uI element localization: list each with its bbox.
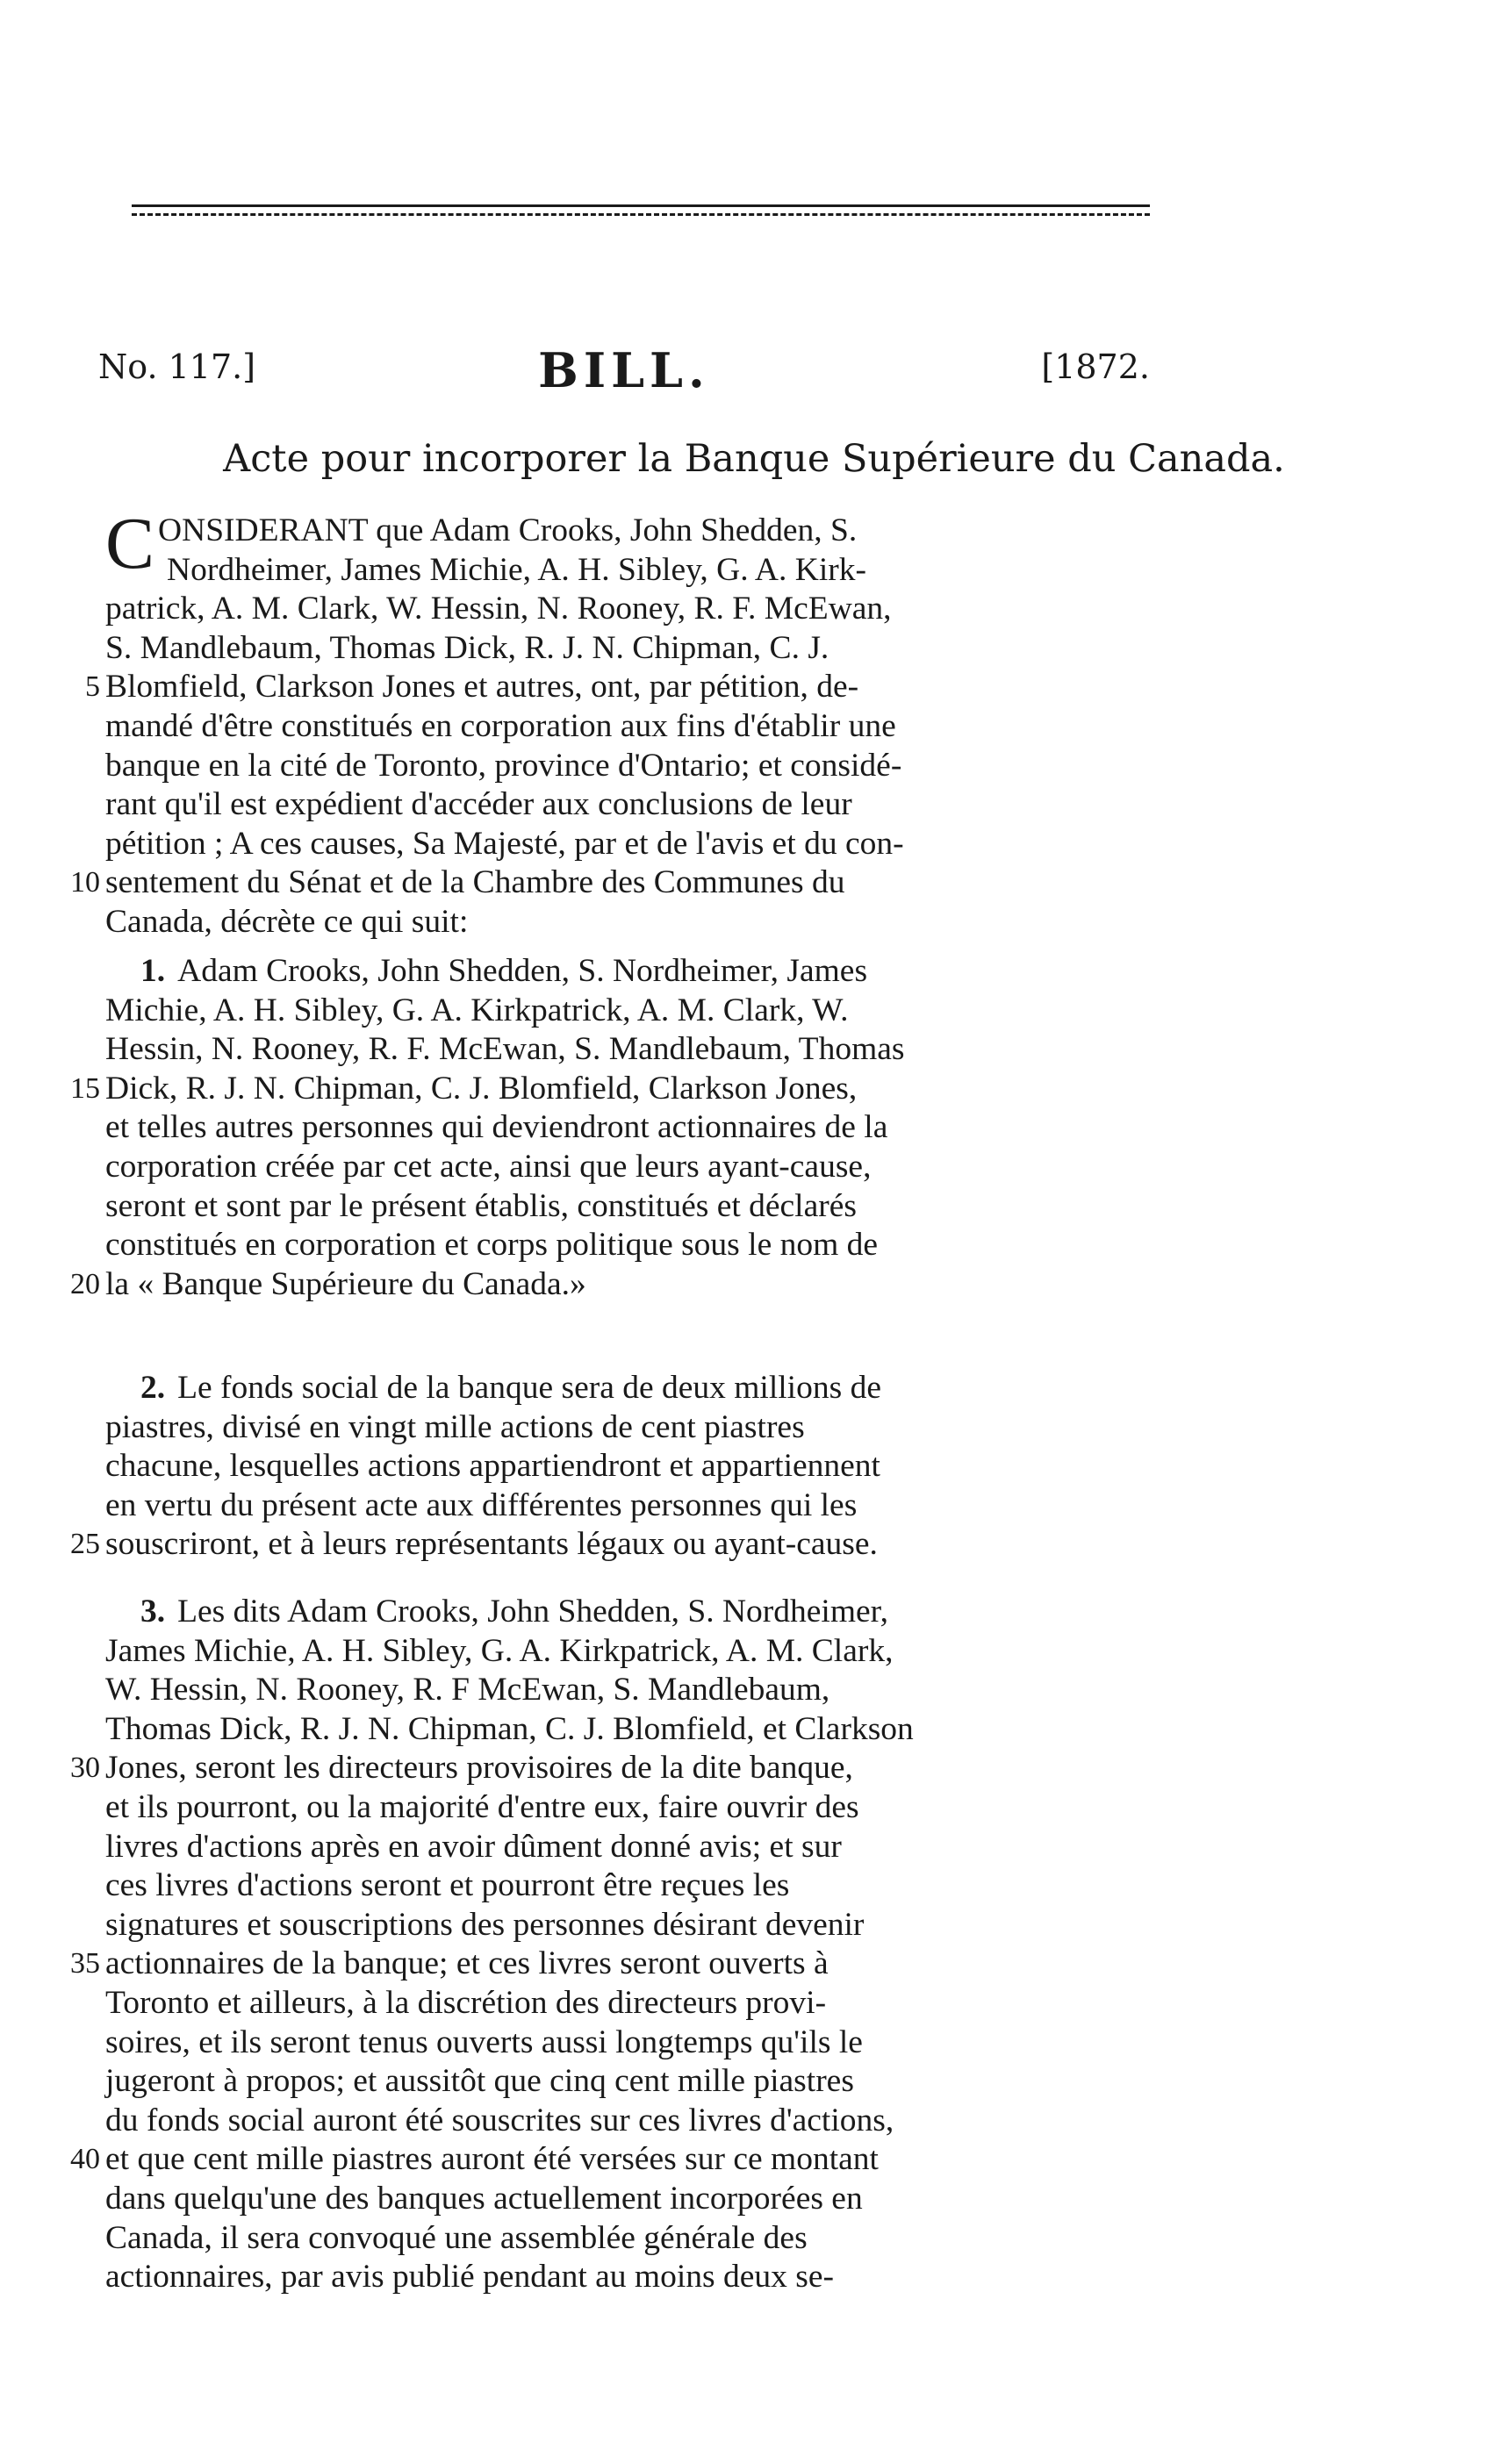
margin-line-number: 30 [70, 1751, 100, 1785]
text-line [85, 668, 1159, 707]
section-2 [70, 1369, 1159, 1565]
line-text: soires, et ils seront tenus ouverts aussi longtemps qu'ils le [105, 2023, 863, 2060]
bill-year: [1872. [1041, 347, 1150, 386]
line-text: W. Hessin, N. Rooney, R. F McEwan, S. Mandlebaum, [105, 1672, 830, 1708]
line-text: Canada, il sera convoqué une assemblée générale des [105, 2219, 808, 2256]
text-line [105, 1226, 1159, 1265]
line-text: Thomas Dick, R. J. N. Chipman, C. J. Blomfield, et Clarkson [105, 1710, 914, 1747]
text-line [105, 629, 1159, 669]
margin-line-number: 35 [70, 1947, 100, 1981]
margin-line-number: 5 [85, 670, 100, 704]
line-text: ONSIDERANT que Adam Crooks, John Shedden, S. [158, 512, 858, 548]
section-1 [70, 952, 1159, 1304]
line-text: S. Mandlebaum, Thomas Dick, R. J. N. Chipman, C. J. [105, 629, 829, 666]
line-text: corporation créée par cet acte, ainsi que leurs ayant-cause, [105, 1148, 872, 1185]
text-line [70, 2140, 1159, 2180]
line-text: seront et sont par le présent établis, constitués et déclarés [105, 1187, 857, 1224]
line-text: actionnaires, par avis publié pendant au moins deux se- [105, 2259, 834, 2296]
text-line [105, 2219, 1159, 2259]
act-title: Acte pour incorporer la Banque Supérieure du Canada. [223, 437, 1285, 481]
text-line [105, 903, 1159, 942]
line-text: souscriront, et à leurs représentants légaux ou ayant-cause. [105, 1526, 878, 1563]
section-3 [70, 1593, 1159, 2297]
line-text: et ils pourront, ou la majorité d'entre eux, faire ouvrir des [105, 1788, 859, 1825]
bill-header [98, 342, 1150, 404]
line-text: Nordheimer, James Michie, A. H. Sibley, G. A. Kirk- [167, 551, 866, 588]
text-line [105, 825, 1159, 864]
text-line [105, 1984, 1159, 2023]
line-text: Michie, A. H. Sibley, G. A. Kirkpatrick, A. M. Clark, W. [105, 992, 849, 1028]
line-text: constitués en corporation et corps politique sous le nom de [105, 1227, 879, 1264]
margin-line-number: 10 [70, 866, 100, 899]
line-text: chacune, lesquelles actions appartiendront et appartiennent [105, 1448, 880, 1485]
text-line [70, 1749, 1159, 1788]
bill-number: No. 117.] [98, 347, 256, 386]
text-line [105, 1632, 1159, 1672]
line-text: sentement du Sénat et de la Chambre des Communes du [105, 864, 845, 901]
section-number: 1. [140, 953, 166, 989]
text-line [105, 1408, 1159, 1448]
text-line [105, 1030, 1159, 1070]
line-text: Hessin, N. Rooney, R. F. McEwan, S. Mandlebaum, Thomas [105, 1031, 905, 1068]
text-line [70, 1945, 1159, 1984]
margin-line-number: 40 [70, 2143, 100, 2176]
text-line [105, 992, 1159, 1031]
bill-title: BILL. [538, 342, 710, 398]
margin-line-number: 25 [70, 1528, 100, 1561]
text-line [70, 1265, 1159, 1305]
text-line [105, 2258, 1159, 2297]
text-line [105, 1447, 1159, 1486]
line-text: patrick, A. M. Clark, W. Hessin, N. Rooney, R. F. McEwan, [105, 591, 892, 627]
line-text: signatures et souscriptions des personnes désirant devenir [105, 1906, 865, 1943]
text-line [105, 1671, 1159, 1710]
line-text: ces livres d'actions seront et pourront être reçues les [105, 1867, 790, 1904]
text-line [105, 1593, 1159, 1632]
line-text: jugeront à propos; et aussitôt que cinq cent mille piastres [105, 2063, 854, 2100]
text-line [105, 1187, 1159, 1227]
line-text: Adam Crooks, John Shedden, S. Nordheimer, James [177, 953, 868, 989]
text-line [105, 747, 1159, 786]
text-line [105, 1828, 1159, 1867]
line-text: du fonds social auront été souscrites sur ces livres d'actions, [105, 2102, 894, 2138]
line-text: actionnaires de la banque; et ces livres seront ouverts à [105, 1945, 829, 1982]
text-line [105, 1486, 1159, 1526]
line-text: et telles autres personnes qui deviendront actionnaires de la [105, 1109, 888, 1146]
text-line [105, 2180, 1159, 2219]
drop-cap: C [105, 503, 155, 584]
margin-line-number: 15 [70, 1071, 100, 1105]
line-text: Les dits Adam Crooks, John Shedden, S. Nordheimer, [177, 1594, 889, 1630]
line-text: mandé d'être constitués en corporation aux fins d'établir une [105, 707, 896, 744]
line-text: pétition ; A ces causes, Sa Majesté, par et de l'avis et du con- [105, 825, 904, 862]
text-line [105, 1369, 1159, 1408]
text-line [105, 2062, 1159, 2102]
text-line [105, 2102, 1159, 2141]
text-line [70, 1070, 1159, 1109]
line-text: la « Banque Supérieure du Canada.» [105, 1265, 586, 1302]
line-text: Dick, R. J. N. Chipman, C. J. Blomfield, Clarkson Jones, [105, 1070, 858, 1107]
line-text: piastres, divisé en vingt mille actions de cent piastres [105, 1408, 805, 1445]
text-line [105, 1710, 1159, 1750]
line-text: Jones, seront les directeurs provisoires de la dite banque, [105, 1750, 853, 1787]
section-number: 3. [140, 1594, 166, 1630]
text-line [105, 952, 1159, 992]
text-line [105, 2023, 1159, 2063]
section-number: 2. [140, 1370, 166, 1406]
line-text: en vertu du présent acte aux différentes personnes qui les [105, 1486, 858, 1523]
line-text: Canada, décrète ce qui suit: [105, 903, 469, 940]
line-text: et que cent mille piastres auront été versées sur ce montant [105, 2141, 879, 2178]
text-line [105, 551, 1159, 591]
line-text: Le fonds social de la banque sera de deux millions de [177, 1370, 881, 1406]
text-line [105, 1788, 1159, 1828]
line-text: Blomfield, Clarkson Jones et autres, ont, par pétition, de- [105, 669, 859, 706]
text-line [105, 1148, 1159, 1187]
preamble [70, 503, 1159, 942]
line-text: James Michie, A. H. Sibley, G. A. Kirkpatrick, A. M. Clark, [105, 1632, 894, 1669]
margin-line-number: 20 [70, 1267, 100, 1300]
line-text: livres d'actions après en avoir dûment donné avis; et sur [105, 1828, 842, 1865]
line-text: Toronto et ailleurs, à la discrétion des directeurs provi- [105, 1984, 827, 2021]
top-rule-dashed [132, 213, 1150, 216]
text-line [105, 1866, 1159, 1906]
line-text: rant qu'il est expédient d'accéder aux conclusions de leur [105, 786, 852, 823]
top-rule [132, 204, 1150, 207]
text-line [105, 590, 1159, 629]
line-text: banque en la cité de Toronto, province d'Ontario; et considé- [105, 747, 902, 784]
text-line [105, 785, 1159, 825]
text-line [105, 1108, 1159, 1148]
text-line [70, 863, 1159, 903]
text-line [105, 1906, 1159, 1945]
text-line [70, 1525, 1159, 1565]
line-text: dans quelqu'une des banques actuellement incorporées en [105, 2180, 863, 2217]
text-line [105, 707, 1159, 747]
text-line [105, 512, 1159, 551]
